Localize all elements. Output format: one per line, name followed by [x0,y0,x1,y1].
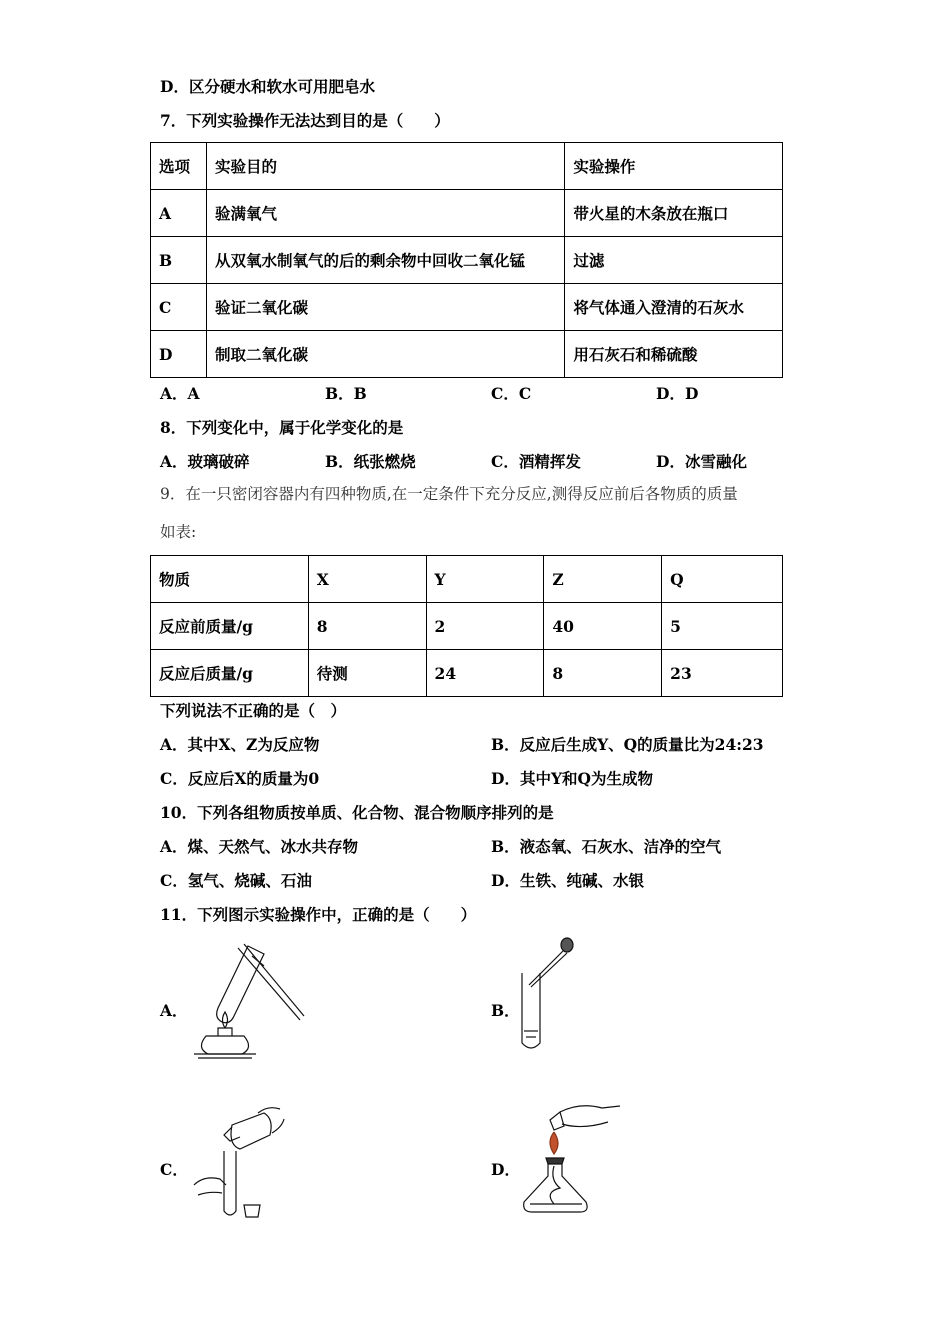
q9-option-d[interactable]: D．其中Y和Q为生成物 [491,769,654,788]
table-header-row [151,143,783,190]
table-cell: 将气体通入澄清的石灰水 [565,284,783,331]
table-cell: C [151,284,207,331]
q11-option-d[interactable]: D． [491,1160,520,1179]
q9-table [150,555,783,697]
table-row [151,650,783,697]
q10-option-d[interactable]: D．生铁、纯碱、水银 [491,871,644,890]
table-cell: 反应前质量/g [151,603,309,650]
table-cell: 从双氧水制氧气的后的剩余物中回收二氧化锰 [206,237,564,284]
q8-option-b[interactable]: B．纸张燃烧 [325,452,416,471]
table-header-row [151,556,783,603]
q6-option-d: D．区分硬水和软水可用肥皂水 [160,77,375,96]
q7-option-d[interactable]: D．D [656,384,699,403]
table-cell: 5 [662,603,783,650]
table-cell: 8 [544,650,662,697]
q10-option-b[interactable]: B．液态氧、石灰水、洁净的空气 [491,837,722,856]
q11-option-c[interactable]: C． [160,1160,188,1179]
table-cell: 选项 [151,143,207,190]
table-cell: 24 [426,650,544,697]
q11-stem: 11．下列图示实验操作中，正确的是（ ） [160,905,477,924]
q8-option-a[interactable]: A．玻璃破碎 [160,452,250,471]
table-cell: 反应后质量/g [151,650,309,697]
table-cell: 实验目的 [206,143,564,190]
table-cell: 23 [662,650,783,697]
table-cell: 40 [544,603,662,650]
q11-option-b[interactable]: B． [491,1001,520,1020]
q7-option-a[interactable]: A．A [160,384,200,403]
table-cell: 验证二氧化碳 [206,284,564,331]
pouring-liquid-icon [188,1105,288,1220]
table-row [151,331,783,378]
sulfur-burning-in-flask-icon [520,1100,625,1218]
q8-option-d[interactable]: D．冰雪融化 [656,452,747,471]
q10-stem: 10．下列各组物质按单质、化合物、混合物顺序排列的是 [160,803,554,822]
table-cell: 实验操作 [565,143,783,190]
q9-option-a[interactable]: A．其中X、Z为反应物 [160,735,320,754]
q9-option-c[interactable]: C．反应后X的质量为0 [160,769,320,788]
table-row [151,190,783,237]
table-cell: 带火星的木条放在瓶口 [565,190,783,237]
q7-option-c[interactable]: C．C [491,384,532,403]
table-cell: 验满氧气 [206,190,564,237]
table-cell: A [151,190,207,237]
q10-option-c[interactable]: C．氢气、烧碱、石油 [160,871,312,890]
q7-option-b[interactable]: B．B [325,384,367,403]
q7-stem: 7．下列实验操作无法达到目的是（ ） [160,111,450,130]
q8-option-c[interactable]: C．酒精挥发 [491,452,581,471]
table-cell: 物质 [151,556,309,603]
table-cell: Q [662,556,783,603]
table-cell: B [151,237,207,284]
table-cell: 用石灰石和稀硫酸 [565,331,783,378]
table-row [151,284,783,331]
q9-option-b[interactable]: B．反应后生成Y、Q的质量比为24:23 [491,735,764,754]
q9-stem-line2: 如表: [160,523,197,541]
table-row [151,603,783,650]
q7-table [150,142,783,378]
table-cell: 过滤 [565,237,783,284]
table-cell: Z [544,556,662,603]
table-cell: 8 [308,603,426,650]
table-cell: X [308,556,426,603]
q9-stem-line1: 9．在一只密闭容器内有四种物质,在一定条件下充分反应,测得反应前后各物质的质量 [160,485,738,503]
table-row [151,237,783,284]
heating-test-tube-icon [188,938,308,1060]
q8-stem: 8．下列变化中，属于化学变化的是 [160,418,404,437]
table-cell: 2 [426,603,544,650]
q11-option-a[interactable]: A． [160,1001,188,1020]
table-cell: Y [426,556,544,603]
q9-prompt: 下列说法不正确的是（ ） [160,701,347,720]
table-cell: 制取二氧化碳 [206,331,564,378]
q10-option-a[interactable]: A．煤、天然气、冰水共存物 [160,837,359,856]
table-cell: D [151,331,207,378]
table-cell: 待测 [308,650,426,697]
dropper-into-tube-icon [515,935,580,1057]
